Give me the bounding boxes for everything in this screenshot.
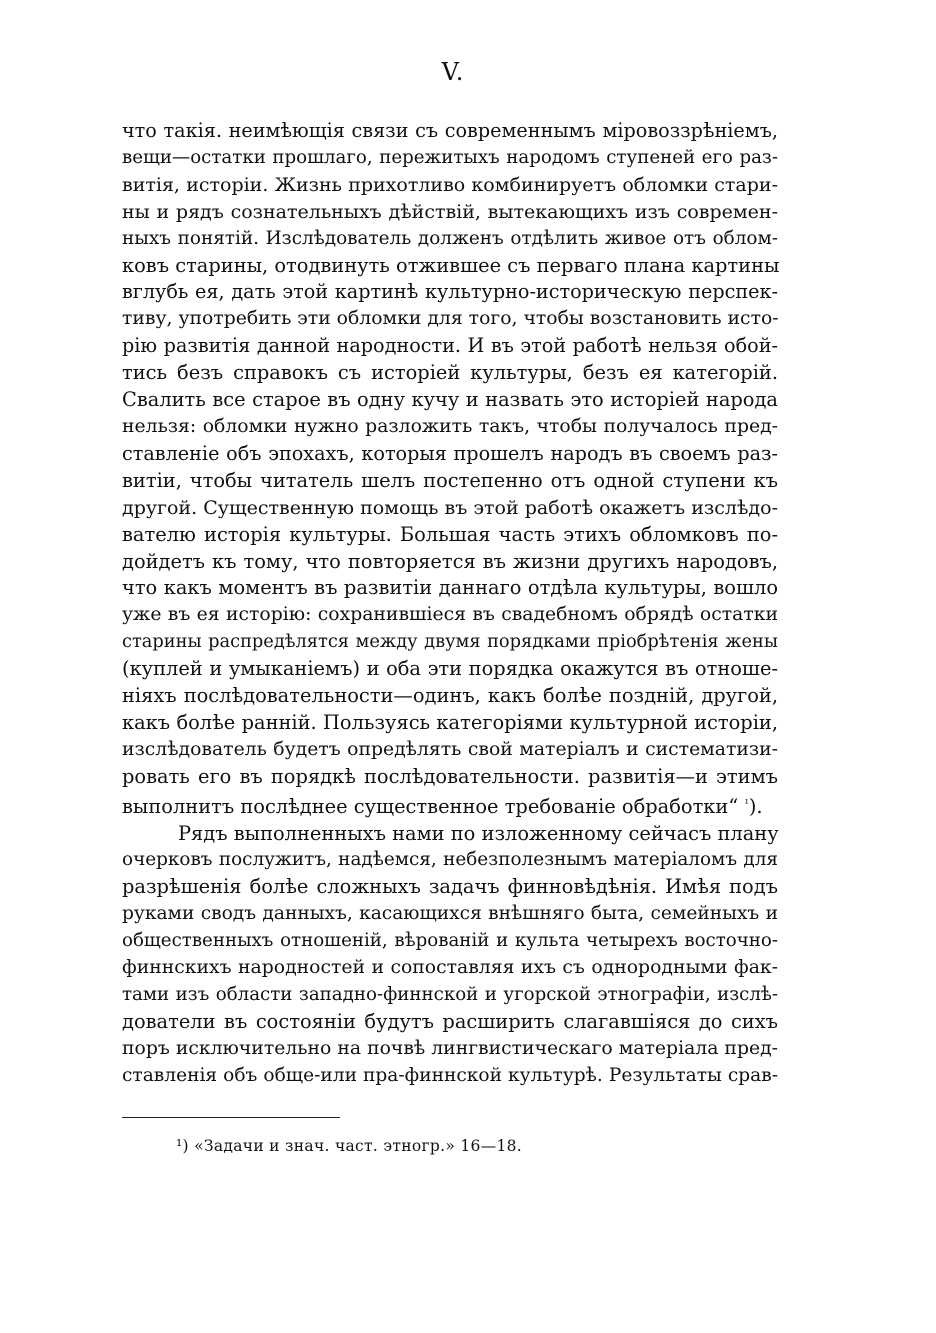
text-line: изслѣдователь будетъ опредѣлять свой матеріалъ и систематизи- <box>122 738 778 760</box>
text-line: тами изъ области западно-финнской и угорской этнографіи, изслѣ- <box>122 984 778 1005</box>
text-line: старины распредѣлятся между двумя порядками пріобрѣтенія жены <box>122 631 778 653</box>
text-line: общественныхъ отношеній, вѣрованій и культа четырехъ восточно- <box>122 930 778 952</box>
footnote-text: «Задачи и знач. част. этногр.» 16—18. <box>194 1137 523 1155</box>
text-line: дойдетъ къ тому, что повторяется въ жизни другихъ народовъ, <box>122 549 778 573</box>
text-line: витіи, чтобы читатель шелъ постепенно отъ одной ступени къ <box>122 468 778 492</box>
text-line: ровать его въ порядкѣ послѣдовательности. развитія—и этимъ <box>122 764 778 788</box>
body-text <box>122 118 778 1090</box>
footnote-marker: ¹) <box>176 1137 189 1155</box>
text-line: вателю исторія культуры. Большая часть этихъ обломковъ по- <box>122 522 778 546</box>
text-line: рію развитія данной народности. И въ этой работѣ нельзя обой- <box>122 334 778 358</box>
page-number: V. <box>441 58 465 86</box>
text-line: поръ исключительно на почвѣ лингвистическаго матеріала пред- <box>122 1037 778 1059</box>
text-line: вглубь ея, дать этой картинѣ культурно-историческую перспек- <box>122 280 778 304</box>
text-line: какъ болѣе ранній. Пользуясь категоріями культурной исторіи, <box>122 710 778 734</box>
text-line: вещи—остатки прошлаго, пережитыхъ народомъ ступеней его раз- <box>122 146 778 168</box>
text-line: финнскихъ народностей и сопоставляя ихъ съ однородными фак- <box>122 957 778 979</box>
text-line: витія, исторіи. Жизнь прихотливо комбинируетъ обломки стари- <box>122 173 778 196</box>
text-line: разрѣшенія болѣе сложныхъ задачъ финновѣдѣнія. Имѣя подъ <box>122 875 778 899</box>
text-line: ставленіе объ эпохахъ, которыя прошелъ народъ въ своемъ раз- <box>122 441 778 465</box>
paragraph-2 <box>122 821 778 1090</box>
text-line: ставленія объ обще-или пра-финнской культурѣ. Результаты срав- <box>122 1064 778 1086</box>
text-line: ніяхъ послѣдовательности—одинъ, какъ болѣе поздній, другой, <box>122 684 778 708</box>
text-line: что какъ моментъ въ развитіи даннаго отдѣла культуры, вошло <box>122 576 778 600</box>
text-line: дователи въ состояніи будутъ расширить слагавшіяся до сихъ <box>122 1009 778 1033</box>
text-line: ковъ старины, отодвинуть отжившее съ перваго плана картины <box>122 253 780 277</box>
text-line: нельзя: обломки нужно разложить такъ, чтобы получалось пред- <box>122 415 778 437</box>
text-line: очерковъ послужитъ, надѣемся, небезполезнымъ матеріаломъ для <box>122 849 778 871</box>
text-line: ны и рядъ сознательныхъ дѣйствій, вытекающихъ изъ современ- <box>122 200 778 223</box>
text-line: выполнитъ послѣднее существенное требованіе обработки“ <box>122 794 739 818</box>
text-line: (куплей и умыканіемъ) и оба эти порядка окажутся въ отноше- <box>122 657 778 681</box>
footnote <box>176 1137 522 1155</box>
text-line: тиву, употребить эти обломки для того, чтобы возстановить исто- <box>122 308 779 330</box>
footnote-reference: ¹ <box>744 796 749 810</box>
footnote-divider <box>122 1117 340 1118</box>
text-line: уже въ ея исторію: сохранившіеся въ свадебномъ обрядѣ остатки <box>122 604 778 626</box>
text-line: Рядъ выполненныхъ нами по изложенному сейчасъ плану <box>178 821 779 845</box>
text-line-last <box>122 791 778 821</box>
paragraph-1 <box>122 118 778 821</box>
closing-punctuation: ). <box>748 794 763 818</box>
text-line: что такія. неимѣющія связи съ современнымъ міровоззрѣніемъ, <box>122 119 778 142</box>
text-line: ныхъ понятій. Изслѣдователь долженъ отдѣлить живое отъ облом- <box>122 227 778 249</box>
text-line: руками сводъ данныхъ, касающихся внѣшняго быта, семейныхъ и <box>122 903 778 925</box>
text-line: тись безъ справокъ съ исторіей культуры, безъ ея категорій. <box>122 361 778 385</box>
text-line: другой. Существенную помощь въ этой работѣ окажетъ изслѣдо- <box>122 496 778 519</box>
text-line: Свалить все старое въ одну кучу и назвать это исторіей народа <box>122 388 778 412</box>
